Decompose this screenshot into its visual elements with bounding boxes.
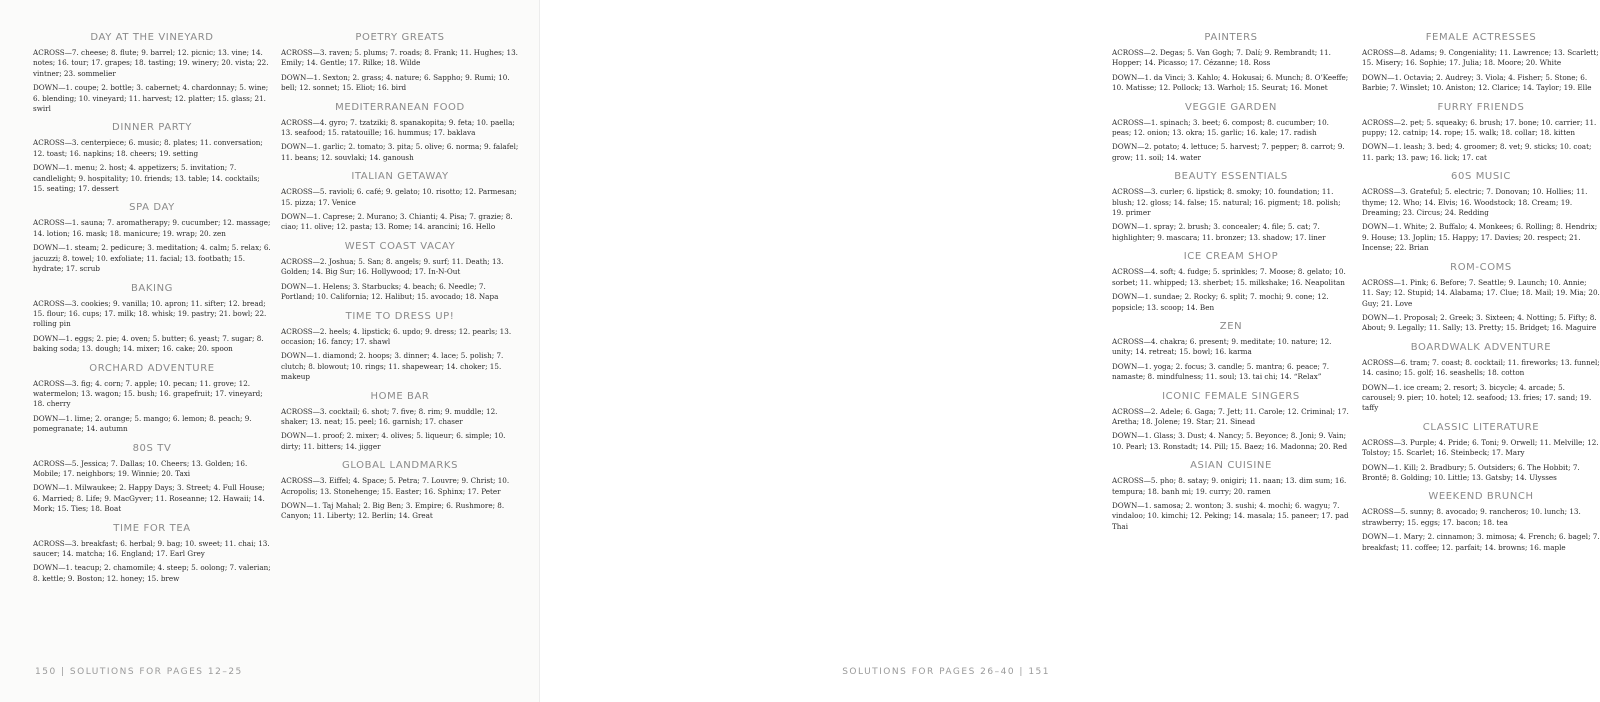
across-answers: ACROSS—5. ravioli; 6. café; 9. gelato; 10. risotto; 12. Parmesan; 15. pizza; 17. Venice	[281, 187, 517, 207]
across-answers: ACROSS—3. cookies; 9. vanilla; 10. apron; 11. sifter; 12. bread; 15. flour; 16. cups; 17. milk; 18. whisk; 19. pastry; 21. bowl; 22. rolling pin	[33, 298, 267, 329]
down-answers: DOWN—1. proof; 2. mixer; 4. olives; 5. liqueur; 6. simple; 10. dirty; 11. bitters; 14. jigger	[281, 431, 506, 451]
down-answers: DOWN—1. Octavia; 2. Audrey; 3. Viola; 4. Fisher; 5. Stone; 6. Barbie; 7. Winslet; 10. Aniston; 12. Clarice; 14. Taylor; 19. Elle	[1362, 72, 1592, 93]
puzzle-solution-section	[1112, 460, 1350, 532]
across-answers: ACROSS—3. cocktail; 6. shot; 7. five; 8. rim; 9. muddle; 12. shaker; 13. neat; 15. peel; 16. garnish; 17. chaser	[281, 406, 498, 426]
page-folio-right: SOLUTIONS FOR PAGES 26–40 | 151	[842, 667, 1050, 677]
down-answers: DOWN—1. teacup; 2. chamomile; 4. steep; 5. oolong; 7. valerian; 8. kettle; 9. Boston; 12. honey; 15. brew	[33, 563, 271, 583]
down-answers: DOWN—1. sundae; 2. Rocky; 6. split; 7. mochi; 9. cone; 12. popsicle; 13. scoop; 14. Ben	[1112, 292, 1329, 312]
across-answers: ACROSS—1. spinach; 3. beet; 6. compost; 8. cucumber; 10. peas; 12. onion; 13. okra; 15. garlic; 16. kale; 17. radish	[1112, 117, 1329, 138]
down-answers: DOWN—1. ice cream; 2. resort; 3. bicycle; 4. arcade; 5. carousel; 9. pier; 10. hotel; 12. seafood; 13. fries; 17. sand; 19. taffy	[1362, 382, 1592, 413]
down-answers: DOWN—1. garlic; 2. tomato; 3. pita; 5. olive; 6. norma; 9. falafel; 11. beans; 12. souvlaki; 14. ganoush	[281, 142, 519, 162]
puzzle-solution-section	[1112, 171, 1350, 243]
puzzle-solution-section	[281, 460, 519, 522]
down-answers: DOWN—1. eggs; 2. pie; 4. oven; 5. butter; 6. yeast; 7. sugar; 8. baking soda; 13. dough; 14. mixer; 16. cake; 20. spoon	[33, 333, 264, 354]
across-answers: ACROSS—3. Grateful; 5. electric; 7. Donovan; 10. Hollies; 11. thyme; 12. Who; 14. Elvis; 16. Woodstock; 18. Cream; 19. Dreaming; 23. Circus; 24. Redding	[1362, 187, 1588, 218]
down-answers: DOWN—1. Helens; 3. Starbucks; 4. beach; 6. Needle; 7. Portland; 10. California; 12. Halibut; 15. avocado; 18. Napa	[281, 281, 499, 302]
puzzle-title: BOARDWALK ADVENTURE	[1410, 341, 1552, 353]
across-answers: ACROSS—7. cheese; 8. flute; 9. barrel; 12. picnic; 13. vine; 14. notes; 16. tour; 17. grapes; 18. tasting; 19. winery; 20. vista; 22. vintner; 23. sommelier	[33, 48, 269, 78]
puzzle-solution-section	[1112, 102, 1350, 164]
puzzle-solution-section	[1112, 391, 1350, 453]
across-answers: ACROSS—3. fig; 4. corn; 7. apple; 10. pecan; 11. grove; 12. watermelon; 13. wagon; 15. bush; 16. grapefruit; 17. vineyard; 18. cherry	[33, 378, 263, 409]
puzzle-solution-section	[1362, 342, 1600, 414]
puzzle-title: FURRY FRIENDS	[1437, 101, 1525, 113]
puzzle-solution-section	[281, 311, 519, 383]
puzzle-title: ITALIAN GETAWAY	[351, 171, 449, 183]
down-answers: DOWN—1. Milwaukee; 2. Happy Days; 3. Street; 4. Full House; 6. Married; 8. Life; 9. MacGyver; 11. Roseanne; 12. Hawaii; 14. Mork; 15. Ties; 18. Boat	[33, 483, 265, 514]
down-answers: DOWN—1. yoga; 2. focus; 3. candle; 5. mantra; 6. peace; 7. namaste; 8. mindfulness; 11. soul; 13. tai chi; 14. “Relax”	[1112, 361, 1330, 382]
down-answers: DOWN—1. diamond; 2. hoops; 3. dinner; 4. lace; 5. polish; 7. clutch; 8. blowout; 10. rings; 11. shapewear; 14. choker; 15. makeup	[281, 351, 504, 382]
puzzle-title: FEMALE ACTRESSES	[1425, 32, 1537, 43]
across-answers: ACROSS—3. raven; 5. plums; 7. roads; 8. Frank; 11. Hughes; 13. Emily; 14. Gentle; 17. Rilke; 18. Wilde	[281, 48, 518, 68]
down-answers: DOWN—1. Glass; 3. Dust; 4. Nancy; 5. Beyonce; 8. Joni; 9. Vain; 10. Pearl; 13. Ronstadt; 14. Pill; 15. Baez; 16. Madonna; 20. Red	[1112, 431, 1348, 451]
puzzle-title: GLOBAL LANDMARKS	[341, 460, 459, 472]
right-page-column-2	[1362, 30, 1600, 561]
across-answers: ACROSS—5. sunny; 8. avocado; 9. rancheros; 10. lunch; 13. strawberry; 15. eggs; 17. bacon; 18. tea	[1362, 507, 1581, 527]
left-page-column-2	[281, 30, 519, 530]
puzzle-solution-section	[1362, 262, 1600, 334]
puzzle-solution-section	[1362, 171, 1600, 253]
down-answers: DOWN—1. leash; 3. bed; 4. groomer; 8. vet; 9. sticks; 10. coat; 11. park; 13. paw; 16. lick; 17. cat	[1362, 142, 1592, 162]
across-answers: ACROSS—3. centerpiece; 6. music; 8. plates; 11. conversation; 12. toast; 16. napkins; 18. cheers; 19. setting	[33, 138, 263, 158]
puzzle-solution-section	[1362, 102, 1600, 164]
puzzle-title: 80S TV	[132, 442, 172, 454]
right-page-column-1	[1112, 30, 1350, 540]
right-page	[540, 0, 1600, 702]
puzzle-solution-section	[281, 102, 519, 164]
down-answers: DOWN—1. steam; 2. pedicure; 3. meditation; 4. calm; 5. relax; 6. jacuzzi; 8. towel; 10. exfoliate; 11. facial; 13. footbath; 15. hydrate; 17. scrub	[33, 243, 271, 274]
puzzle-title: TIME TO DRESS UP!	[345, 310, 455, 322]
puzzle-solution-section	[33, 443, 271, 515]
down-answers: DOWN—1. da Vinci; 3. Kahlo; 4. Hokusai; 6. Munch; 8. O’Keeffe; 10. Matisse; 12. Pollock; 13. Warhol; 15. Seurat; 16. Monet	[1112, 72, 1349, 93]
across-answers: ACROSS—2. heels; 4. lipstick; 6. updo; 9. dress; 12. pearls; 13. occasion; 16. fancy; 17. shawl	[281, 326, 512, 346]
puzzle-title: PAINTERS	[1204, 32, 1258, 43]
puzzle-title: BAKING	[130, 282, 174, 294]
puzzle-title: WEEKEND BRUNCH	[1428, 491, 1534, 503]
across-answers: ACROSS—3. Purple; 4. Pride; 6. Toni; 9. Orwell; 11. Melville; 12. Tolstoy; 15. Scarlet; 16. Steinbeck; 17. Mary	[1362, 437, 1599, 458]
puzzle-title: ICONIC FEMALE SINGERS	[1162, 390, 1300, 402]
puzzle-solution-section	[33, 32, 271, 114]
puzzle-solution-section	[33, 523, 271, 585]
puzzle-solution-section	[33, 122, 271, 194]
down-answers: DOWN—1. Mary; 2. cinnamon; 3. mimosa; 4. French; 6. bagel; 7. breakfast; 11. coffee; 12. parfait; 14. browns; 16. maple	[1362, 532, 1600, 552]
across-answers: ACROSS—2. pet; 5. squeaky; 6. brush; 17. bone; 10. carrier; 11. puppy; 12. catnip; 14. rope; 15. walk; 18. collar; 18. kitten	[1362, 117, 1597, 138]
puzzle-solution-section	[1112, 32, 1350, 94]
across-answers: ACROSS—3. curler; 6. lipstick; 8. smoky; 10. foundation; 11. blush; 12. gloss; 14. false; 15. natural; 16. pigment; 18. polish; 19. primer	[1112, 187, 1341, 218]
down-answers: DOWN—1. Kill; 2. Bradbury; 5. Outsiders; 6. The Hobbit; 7. Brontë; 8. Golding; 10. Little; 13. Gatsby; 14. Ulysses	[1362, 462, 1580, 482]
puzzle-title: CLASSIC LITERATURE	[1422, 421, 1540, 433]
puzzle-title: ZEN	[1219, 320, 1243, 332]
puzzle-title: MEDITERRANEAN FOOD	[335, 101, 465, 113]
puzzle-solution-section	[281, 391, 519, 453]
across-answers: ACROSS—6. tram; 7. coast; 8. cocktail; 11. fireworks; 13. funnel; 14. casino; 15. golf; 16. seashells; 18. cotton	[1362, 357, 1600, 378]
down-answers: DOWN—1. spray; 2. brush; 3. concealer; 4. file; 5. cat; 7. highlighter; 9. mascara; 11. bronzer; 13. shadow; 17. liner	[1112, 222, 1326, 242]
down-answers: DOWN—1. Caprese; 2. Murano; 3. Chianti; 4. Pisa; 7. grazie; 8. ciao; 11. olive; 12. pasta; 13. Rome; 14. arancini; 16. Hello	[281, 212, 513, 232]
across-answers: ACROSS—2. Adele; 6. Gaga; 7. Jett; 11. Carole; 12. Criminal; 17. Aretha; 18. Jolene; 19. Star; 21. Sinead	[1112, 406, 1349, 426]
puzzle-title: DINNER PARTY	[112, 122, 192, 134]
puzzle-solution-section	[1112, 321, 1350, 383]
down-answers: DOWN—1. samosa; 2. wonton; 3. sushi; 4. mochi; 6. wagyu; 7. vindaloo; 10. kimchi; 12. Peking; 14. masala; 15. paneer; 17. pad Thai	[1112, 500, 1349, 531]
across-answers: ACROSS—4. gyro; 7. tzatziki; 8. spanakopita; 9. feta; 10. paella; 13. seafood; 15. ratatouille; 16. hummus; 17. baklava	[281, 117, 515, 138]
across-answers: ACROSS—8. Adams; 9. Congeniality; 11. Lawrence; 13. Scarlett; 15. Misery; 16. Sophie; 17. Julia; 18. Moore; 20. White	[1362, 48, 1599, 68]
puzzle-title: SPA DAY	[129, 202, 175, 214]
across-answers: ACROSS—3. Eiffel; 4. Space; 5. Petra; 7. Louvre; 9. Christ; 10. Acropolis; 13. Stonehenge; 15. Easter; 16. Sphinx; 17. Peter	[281, 476, 510, 496]
down-answers: DOWN—1. Proposal; 2. Greek; 3. Sixteen; 4. Notting; 5. Fifty; 8. About; 9. Legally; 11. Sally; 13. Pretty; 15. Bridget; 16. Maguire	[1362, 312, 1597, 333]
puzzle-solution-section	[33, 202, 271, 274]
puzzle-title: HOME BAR	[370, 390, 430, 402]
across-answers: ACROSS—1. sauna; 7. aromatherapy; 9. cucumber; 12. massage; 14. lotion; 16. mask; 18. manicure; 19. wrap; 20. zen	[33, 218, 271, 238]
across-answers: ACROSS—1. Pink; 6. Before; 7. Seattle; 9. Launch; 10. Annie; 11. Say; 12. Stupid; 14. Alabama; 17. Clue; 18. Mail; 19. Mia; 20. Guy; 21. Love	[1362, 277, 1600, 308]
puzzle-solution-section	[1362, 422, 1600, 484]
down-answers: DOWN—1. Taj Mahal; 2. Big Ben; 3. Empire; 6. Rushmore; 8. Canyon; 11. Liberty; 12. Berlin; 14. Great	[281, 500, 505, 521]
puzzle-solution-section	[1362, 32, 1600, 94]
puzzle-title: DAY AT THE VINEYARD	[90, 32, 214, 43]
across-answers: ACROSS—2. Joshua; 5. San; 8. angels; 9. surf; 11. Death; 13. Golden; 14. Big Sur; 16. Hollywood; 17. In-N-Out	[281, 256, 504, 277]
left-page-column-1	[33, 30, 271, 592]
across-answers: ACROSS—3. breakfast; 6. herbal; 9. bag; 10. sweet; 11. chai; 13. saucer; 14. matcha; 16. England; 17. Earl Grey	[33, 538, 270, 558]
left-page	[0, 0, 540, 702]
puzzle-solution-section	[33, 363, 271, 435]
puzzle-solution-section	[281, 241, 519, 303]
puzzle-solution-section	[281, 32, 519, 94]
puzzle-solution-section	[1112, 251, 1350, 313]
across-answers: ACROSS—5. pho; 8. satay; 9. onigiri; 11. naan; 13. dim sum; 16. tempura; 18. banh mi; 19. curry; 20. ramen	[1112, 476, 1347, 496]
down-answers: DOWN—1. coupe; 2. bottle; 3. cabernet; 4. chardonnay; 5. wine; 6. blending; 10. vineyard; 11. harvest; 12. platter; 15. glass; 21. swirl	[33, 83, 269, 114]
down-answers: DOWN—1. menu; 2. host; 4. appetizers; 5. invitation; 7. candlelight; 9. hospitality; 10. friends; 13. table; 14. cocktails; 15. seating; 17. dessert	[33, 163, 260, 194]
across-answers: ACROSS—2. Degas; 5. Van Gogh; 7. Dalí; 9. Rembrandt; 11. Hopper; 14. Picasso; 17. Cézanne; 18. Ross	[1112, 48, 1331, 68]
puzzle-title: ASIAN CUISINE	[1190, 460, 1272, 472]
down-answers: DOWN—1. lime; 2. orange; 5. mango; 6. lemon; 8. peach; 9. pomegranate; 14. autumn	[33, 413, 252, 434]
puzzle-solution-section	[33, 283, 271, 355]
puzzle-title: 60S MUSIC	[1451, 171, 1511, 183]
down-answers: DOWN—1. White; 2. Buffalo; 4. Monkees; 6. Rolling; 8. Hendrix; 9. House; 13. Joplin; 15. Happy; 17. Davies; 20. respect; 21. Incense; 22. Brian	[1362, 222, 1598, 253]
puzzle-solution-section	[1362, 491, 1600, 553]
across-answers: ACROSS—4. chakra; 6. present; 9. meditate; 10. nature; 12. unity; 14. retreat; 15. bowl; 16. karma	[1112, 336, 1332, 357]
puzzle-title: ROM-COMS	[1450, 261, 1512, 273]
puzzle-solution-section	[281, 171, 519, 233]
puzzle-title: ORCHARD ADVENTURE	[89, 362, 215, 374]
puzzle-title: ICE CREAM SHOP	[1183, 251, 1279, 263]
across-answers: ACROSS—4. soft; 4. fudge; 5. sprinkles; 7. Moose; 8. gelato; 10. sorbet; 11. whipped; 13. sherbet; 15. milkshake; 16. Neapolitan	[1112, 267, 1346, 287]
puzzle-title: BEAUTY ESSENTIALS	[1174, 171, 1288, 183]
down-answers: DOWN—1. Sexton; 2. grass; 4. nature; 6. Sappho; 9. Rumi; 10. bell; 12. sonnet; 15. Eliot; 16. bird	[281, 72, 510, 93]
page-folio-left: 150 | SOLUTIONS FOR PAGES 12–25	[35, 667, 243, 677]
across-answers: ACROSS—5. Jessica; 7. Dallas; 10. Cheers; 13. Golden; 16. Mobile; 17. neighbors; 19. Winnie; 20. Taxi	[33, 458, 248, 478]
down-answers: DOWN—2. potato; 4. lettuce; 5. harvest; 7. pepper; 8. carrot; 9. grow; 11. soil; 14. water	[1112, 142, 1345, 162]
puzzle-title: VEGGIE GARDEN	[1185, 101, 1277, 113]
puzzle-title: TIME FOR TEA	[113, 522, 191, 534]
puzzle-title: POETRY GREATS	[355, 32, 445, 43]
puzzle-title: WEST COAST VACAY	[344, 240, 456, 252]
